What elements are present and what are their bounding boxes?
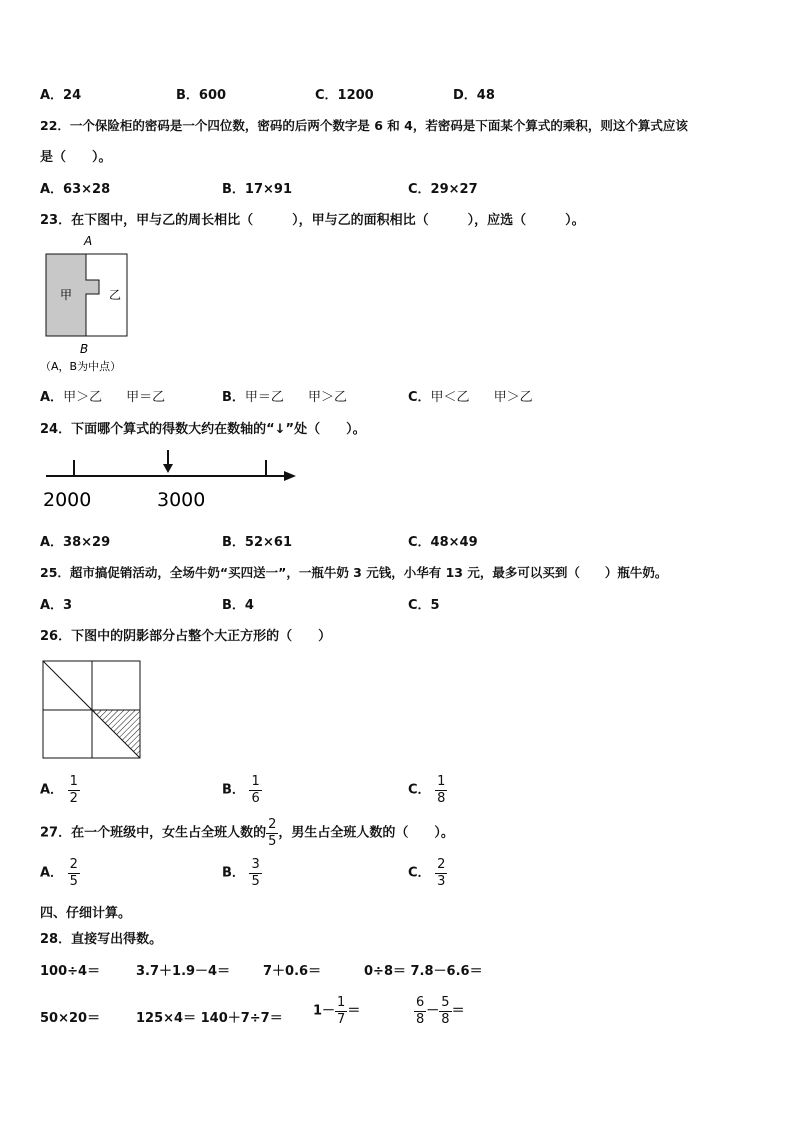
q26-option-c: C． $\frac{1}{8}$ — [408, 774, 446, 806]
q28-expr-7: 1－ $\frac{1}{7}$ ＝ — [313, 995, 361, 1027]
q21-option-c: C．1200 — [315, 88, 374, 103]
q23-figure — [40, 232, 150, 377]
q21-option-b: B．600 — [176, 88, 227, 103]
section-4-heading: 四、仔细计算。 — [40, 906, 132, 921]
q21-option-a: A．24 — [40, 88, 82, 103]
q23-option-b: B．甲＝乙 甲＞乙 — [222, 390, 347, 405]
q28-expr-1: 100÷4＝ — [40, 964, 101, 979]
q22-text-line2: 是（ ）。 — [40, 150, 112, 165]
q28-expr-5: 50×20＝ — [40, 1011, 101, 1026]
q21-option-d: D．48 — [453, 88, 495, 103]
q23-label-yi: 乙 — [109, 288, 122, 302]
q22-option-b: B．17×91 — [222, 182, 292, 197]
q23-label-jia: 甲 — [60, 288, 73, 302]
q27-text: 27．在一个班级中，女生占全班人数的 $\frac{2}{5}$ ，男生占全班人数的（ ）。 — [40, 817, 454, 849]
q24-option-b: B．52×61 — [222, 535, 292, 550]
q27-option-c: C． $\frac{2}{3}$ — [408, 857, 446, 889]
q22-option-a: A．63×28 — [40, 182, 111, 197]
q23-text: 23．在下图中，甲与乙的周长相比（ ），甲与乙的面积相比（ ），应选（ ）。 — [40, 213, 585, 228]
q27-option-a: A． $\frac{2}{5}$ — [40, 857, 78, 889]
q23-label-b: B — [80, 342, 89, 356]
q28-expr-3: 7＋0.6＝ — [263, 964, 322, 979]
q23-region-jia — [46, 254, 99, 336]
q26-option-b: B． $\frac{1}{6}$ — [222, 774, 260, 806]
q23-label-a: A — [84, 234, 93, 248]
q23-option-c: C．甲＜乙 甲＞乙 — [408, 390, 533, 405]
q24-axis-label-3000: 3000 — [157, 489, 206, 511]
q26-figure — [40, 658, 144, 762]
q24-number-line — [40, 446, 302, 512]
q25-text: 25．超市搞促销活动，全场牛奶“买四送一”，一瓶牛奶 3 元钱，小华有 13 元，最多可以买到（ ）瓶牛奶。 — [40, 565, 668, 580]
q22-option-c: C．29×27 — [408, 182, 478, 197]
q28-expr-8: $\frac{6}{8}$ － $\frac{5}{8}$ ＝ — [416, 995, 465, 1027]
q24-option-a: A．38×29 — [40, 535, 111, 550]
q28-expr-4: 0÷8＝ 7.8－6.6＝ — [364, 964, 483, 979]
q26-option-a: A． $\frac{1}{2}$ — [40, 774, 78, 806]
q24-text: 24．下面哪个算式的得数大约在数轴的“↓”处（ ）。 — [40, 422, 366, 437]
q24-axis-label-2000: 2000 — [43, 489, 92, 511]
q22-text-line1: 22．一个保险柜的密码是一个四位数，密码的后两个数字是 6 和 4，若密码是下面某个算式的乘积，则这个算式应该 — [40, 118, 688, 133]
q24-option-c: C．48×49 — [408, 535, 478, 550]
q25-option-a: A．3 — [40, 598, 73, 613]
q25-option-b: B．4 — [222, 598, 254, 613]
q28-expr-2: 3.7＋1.9－4＝ — [136, 964, 231, 979]
q23-option-a: A．甲＞乙 甲＝乙 — [40, 390, 166, 405]
q23-caption: （A，B为中点） — [40, 360, 122, 373]
q25-option-c: C．5 — [408, 598, 440, 613]
q27-option-b: B． $\frac{3}{5}$ — [222, 857, 260, 889]
q28-text: 28．直接写出得数。 — [40, 932, 163, 947]
q26-text: 26．下图中的阴影部分占整个大正方形的（ ） — [40, 629, 332, 644]
q28-expr-6: 125×4＝ 140＋7÷7＝ — [136, 1011, 283, 1026]
